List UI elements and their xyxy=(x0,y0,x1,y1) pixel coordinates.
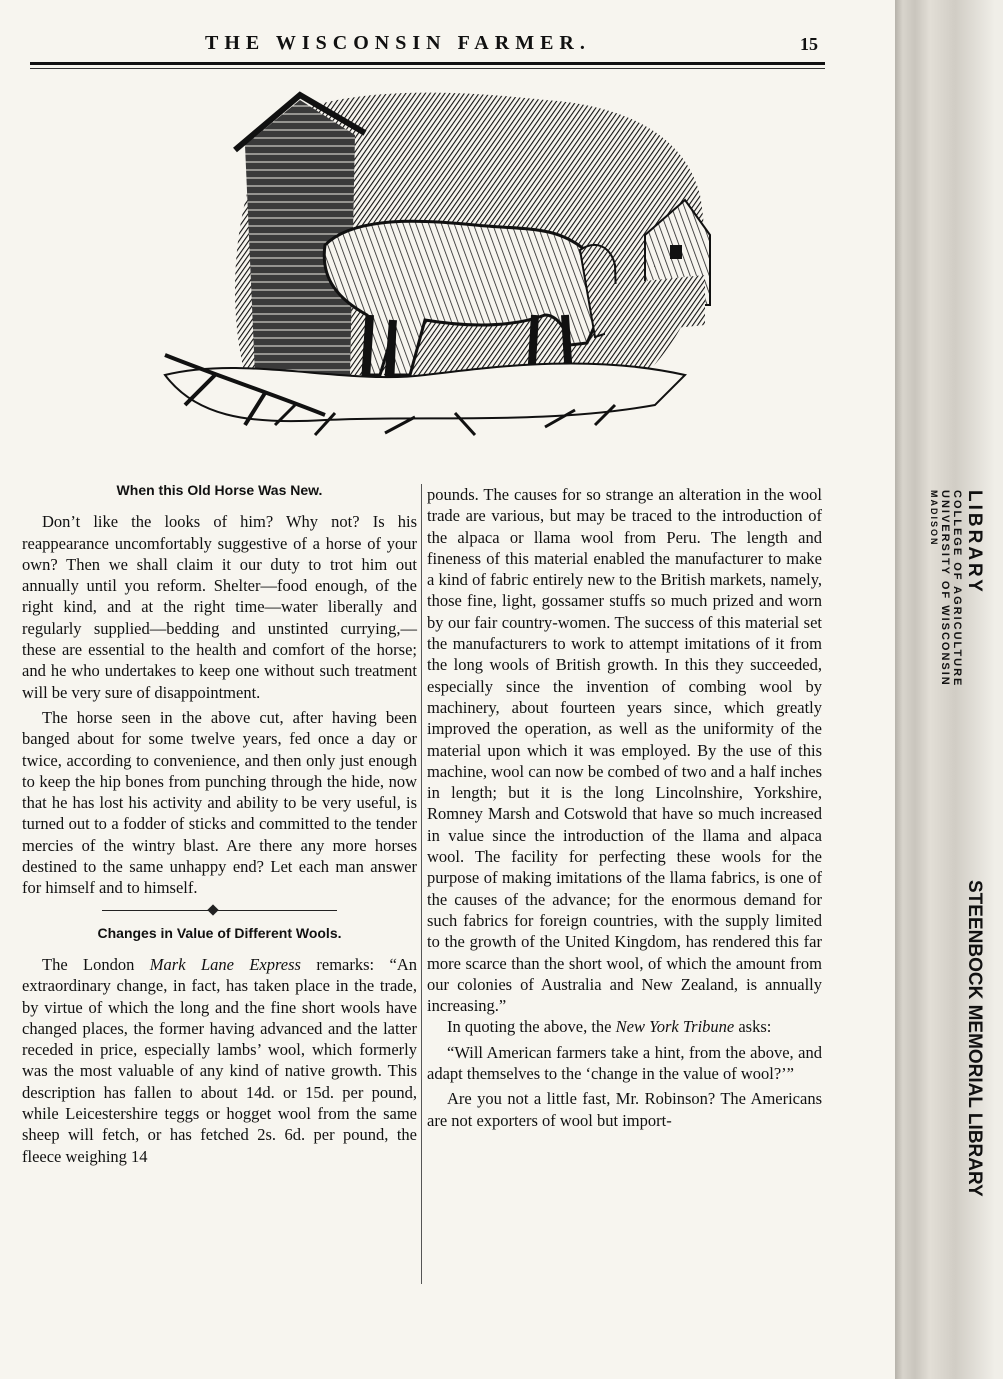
article-paragraph: pounds. The causes for so strange an alteration in the wool trade are various, but may be traced to the introduction of the alpaca or llama wool from Peru. The length and fineness of this material enabled the manufacturer to make a kind of fabric entirely new to the British markets, namely, those fine, light, gossamer stuffs so much prized and worn by our fair country-women. The success of this material set the manufacturers to work to attempt imitations of it from the long wools of British growth. In this they succeeded, especially since the invention of combing wool by machinery, about fourteen years since, which greatly improved the operation, as well as the uniformity of the material upon which it was employed. By the use of this machine, wool can now be combed of two and a half inches in length; but it is the long Lincolnshire, Yorkshire, Romney Marsh and Cotswold that have so much increased in value since the introduction of the llama and alpaca wool. The facility for perfecting these wools for the purpose of making imitations of the llama fabrics, is one of the causes of the advance; for the enormous demand for such fabrics for foreign countries, with the supply limited to the growth of the United Kingdom, has rendered this far more scarce than the short wool, of which the amount from our colonies of Australia and New Zealand, is annually increasing.” xyxy=(427,485,822,1016)
article-paragraph: Don’t like the looks of him? Why not? Is his reappearance uncomfortably suggestive of a horse of your own? Then we shall claim it our duty to trot him out annually until you reform. Shelter—food enough, of the right kind, and at the right time—water liberally and regularly supplied—bedding and unstinted currying,—these are essential to the health and comfort of the horse; and he who undertakes to keep one without such treatment will be very sure of disappointment. xyxy=(22,512,417,702)
column-divider xyxy=(421,484,422,1284)
article-paragraph: The horse seen in the above cut, after having been banged about for some twelve years, fed once a day or twice, according to convenience, and then only just enough to keep the hip bones from punching through the hide, now that he has lost his activity and ability to be very useful, is turned out to a fodder of sticks and committed to the tender mercies of the wintry blast. Are there any more horses destined to the same unhappy end? Let each man answer for himself and to himself. xyxy=(22,707,417,898)
right-column xyxy=(427,484,822,1131)
article-paragraph: Are you not a little fast, Mr. Robinson? The Americans are not exporters of wool but import- xyxy=(427,1089,822,1130)
page-number: 15 xyxy=(800,34,818,54)
publication-title: THE WISCONSIN FARMER. xyxy=(205,32,591,54)
book-spine xyxy=(895,0,1003,1379)
spine-title: STEENBOCK MEMORIAL LIBRARY xyxy=(964,880,985,1197)
section-divider xyxy=(22,903,417,917)
article-paragraph: In quoting the above, the New York Tribune asks: xyxy=(447,1017,772,1037)
fence xyxy=(605,275,705,335)
woodcut-horse-illustration xyxy=(125,75,725,475)
source-name: Mark Lane Express xyxy=(149,954,301,974)
article-paragraph: The London Mark Lane Express remarks: “An extraordinary change, in fact, has taken place in the trade, by virtue of which the long and the fine short wools have changed places, the former having advanced and the latter receded in price, especially lambs’ wool, which formerly was the most valuable of any kind of native growth. This description has fallen to about 14d. or 15d. per pound, while Leicestershire teggs or hogget wool from the same sheep will fetch, or has fetched 2s. 6d. per pound, the fleece weighing 14 xyxy=(22,954,418,1166)
source-name: New York Tribune xyxy=(615,1017,735,1037)
header-rule-thin xyxy=(30,68,825,69)
article-title: When this Old Horse Was New. xyxy=(116,482,323,498)
article-title: Changes in Value of Different Wools. xyxy=(97,924,342,941)
header-rule xyxy=(30,62,825,65)
house-window xyxy=(670,245,682,259)
library-stamp: LIBRARY COLLEGE OF AGRICULTURE UNIVERSITY OF WISCONSIN MADISON xyxy=(929,490,985,688)
page-header xyxy=(0,30,895,60)
left-column xyxy=(22,480,417,1167)
quotation: “Will American farmers take a hint, from the above, and adapt themselves to the ‘change in the value of wool?’” xyxy=(427,1042,822,1084)
